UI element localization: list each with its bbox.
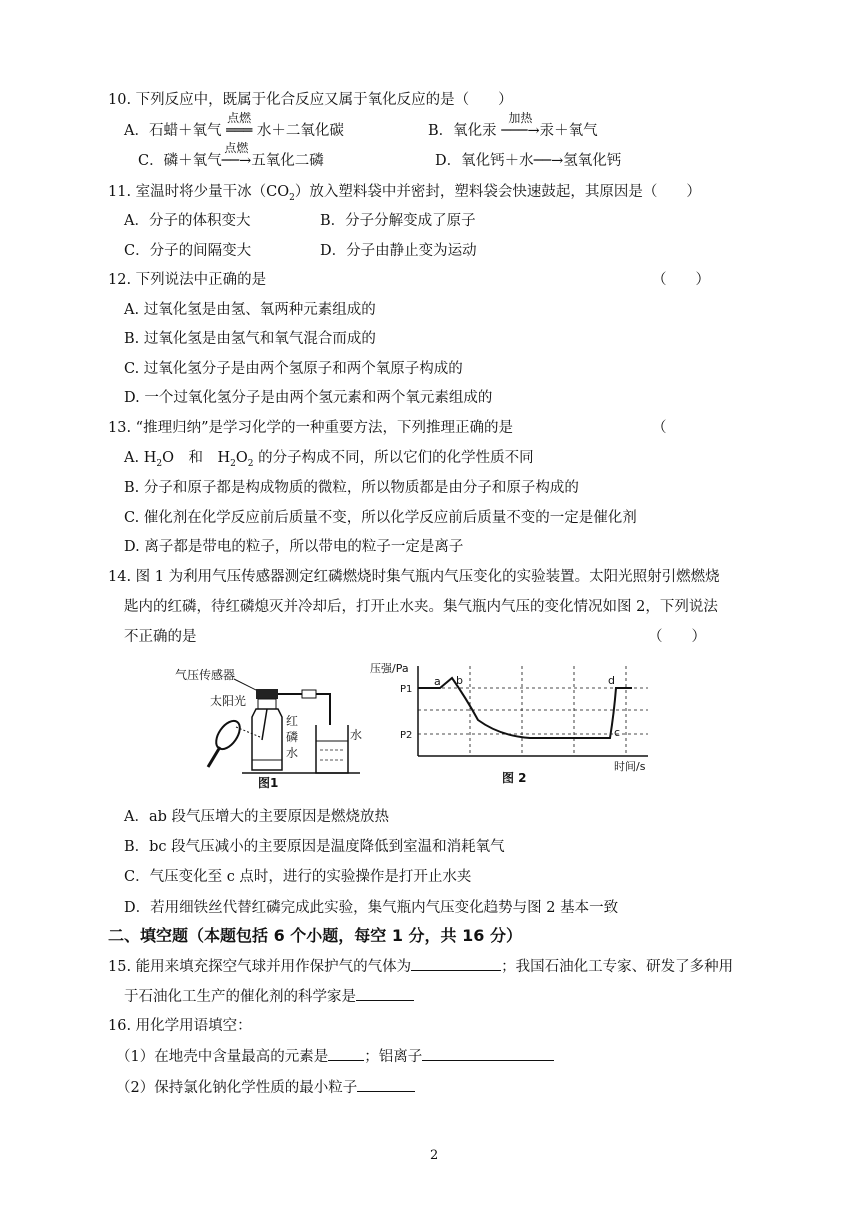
phosphorus-label: 磷 bbox=[286, 730, 299, 744]
q15-line1: 15. 能用来填充探空气球并用作保护气的气体为 ；我国石油化工专家、研发了多种用 bbox=[108, 956, 733, 977]
equals-arrow: ═══ bbox=[226, 123, 253, 139]
q14-option-b: B．bc 段气压减小的主要原因是温度降低到室温和消耗氧气 bbox=[124, 839, 505, 855]
q11-option-b: B．分子分解变成了原子 bbox=[320, 213, 476, 229]
q14-stem-line3: 不正确的是 bbox=[124, 629, 197, 645]
q15-line2: 于石油化工生产的催化剂的科学家是 bbox=[124, 986, 414, 1007]
q12-option-d: D. 一个过氧化氢分子是由两个氢元素和两个氧元素组成的 bbox=[124, 390, 493, 406]
q16-part1: （1）在地壳中含量最高的元素是 ；铝离子 bbox=[116, 1046, 554, 1067]
q11-option-c: C．分子的间隔变大 bbox=[124, 243, 252, 259]
right-arrow-icon: ──→ bbox=[221, 153, 252, 169]
point-d-label: d bbox=[608, 674, 615, 687]
red-label: 红 bbox=[286, 714, 299, 728]
reaction-condition: 点燃 ──→ bbox=[221, 141, 252, 169]
q10-option-d: D．氧化钙＋水──→氢氧化钙 bbox=[435, 153, 622, 169]
q10-option-c: C．磷＋氧气 点燃 ──→五氧化二磷 bbox=[138, 141, 324, 169]
reaction-condition: 加热 ───→ bbox=[501, 111, 540, 139]
sunlight-label: 太阳光 bbox=[210, 694, 247, 708]
q10-option-a: A．石蜡＋氧气 点燃 ═══ 水＋二氧化碳 bbox=[124, 111, 344, 139]
reaction-condition: 点燃 ═══ bbox=[226, 111, 253, 139]
y-axis-label: 压强/Pa bbox=[370, 662, 409, 675]
p2-label: P2 bbox=[400, 730, 413, 741]
x-axis-label: 时间/s bbox=[614, 760, 646, 773]
water-label-bottle: 水 bbox=[286, 746, 299, 760]
q16-part2: （2）保持氯化钠化学性质的最小粒子 bbox=[116, 1077, 415, 1098]
q11-stem: 11. 室温时将少量干冰$(CO_2)$放入塑料袋中并密封，塑料袋会快速鼓起，其原因是（ ） bbox=[108, 184, 701, 203]
right-arrow-icon: ───→ bbox=[501, 123, 540, 139]
q13-stem: 13. “推理归纳”是学习化学的一种重要方法，下列推理正确的是 bbox=[108, 420, 513, 436]
answer-blank[interactable] bbox=[422, 1046, 554, 1061]
figure-1-apparatus bbox=[170, 655, 370, 790]
q16-stem: 16. 用化学用语填空： bbox=[108, 1018, 252, 1034]
q14-stem-line1: 14. 图 1 为利用气压传感器测定红磷燃烧时集气瓶内气压变化的实验装置。太阳光照射引燃燃烧 bbox=[108, 569, 720, 585]
gas-bottle bbox=[252, 709, 282, 770]
point-c-label: c bbox=[614, 726, 621, 739]
pressure-curve bbox=[418, 678, 632, 738]
q12-answer-paren: （ ） bbox=[652, 272, 710, 288]
q13-option-d: D. 离子都是带电的粒子，所以带电的粒子一定是离子 bbox=[124, 539, 464, 555]
figure-2-pressure-chart bbox=[370, 658, 670, 788]
magnifier-handle bbox=[208, 747, 220, 767]
point-b-label: b bbox=[456, 674, 463, 687]
q11-option-d: D．分子由静止变为运动 bbox=[320, 243, 477, 259]
page-number: 2 bbox=[430, 1148, 439, 1163]
q13-answer-paren: （ bbox=[652, 420, 667, 436]
beaker bbox=[316, 725, 348, 773]
magnifier-icon bbox=[211, 717, 244, 754]
q13-option-a: A. $H_2O$ 和 $H_2O_2$ 的分子构成不同，所以它们的化学性质不同 bbox=[124, 450, 534, 469]
figure-1-caption: 图1 bbox=[258, 776, 279, 790]
q14-option-a: A．ab 段气压增大的主要原因是燃烧放热 bbox=[124, 809, 390, 825]
p1-label: P1 bbox=[400, 684, 413, 695]
answer-blank[interactable] bbox=[356, 986, 414, 1001]
stopper bbox=[258, 699, 276, 709]
q14-option-c: C．气压变化至 c 点时，进行的实验操作是打开止水夹 bbox=[124, 869, 472, 885]
q14-option-d: D．若用细铁丝代替红磷完成此实验，集气瓶内气压变化趋势与图 2 基本一致 bbox=[124, 900, 619, 916]
q11-option-a: A．分子的体积变大 bbox=[124, 213, 251, 229]
right-arrow-icon: ──→ bbox=[533, 153, 564, 169]
q10-option-b: B．氧化汞 加热 ───→汞＋氧气 bbox=[428, 111, 598, 139]
answer-blank[interactable] bbox=[328, 1046, 364, 1061]
answer-blank[interactable] bbox=[411, 956, 501, 971]
q14-answer-paren: （ ） bbox=[648, 629, 706, 645]
q13-option-c: C. 催化剂在化学反应前后质量不变，所以化学反应前后质量不变的一定是催化剂 bbox=[124, 510, 637, 526]
water-label-beaker: 水 bbox=[350, 728, 363, 742]
q10-stem: 10. 下列反应中，既属于化合反应又属于氧化反应的是（ ） bbox=[108, 92, 513, 108]
q12-option-c: C. 过氧化氢分子是由两个氢原子和两个氧原子构成的 bbox=[124, 361, 463, 377]
q12-option-a: A. 过氧化氢是由氢、氧两种元素组成的 bbox=[124, 302, 376, 318]
sensor-label: 气压传感器 bbox=[175, 668, 236, 682]
q12-stem: 12. 下列说法中正确的是 bbox=[108, 272, 267, 288]
q13-option-b: B. 分子和原子都是构成物质的微粒，所以物质都是由分子和原子构成的 bbox=[124, 480, 579, 496]
figure-2-caption: 图 2 bbox=[502, 771, 527, 785]
answer-blank[interactable] bbox=[357, 1077, 415, 1092]
point-a-label: a bbox=[434, 675, 441, 688]
q14-stem-line2: 匙内的红磷，待红磷熄灭并冷却后，打开止水夹。集气瓶内气压的变化情况如图 2，下列说法 bbox=[124, 599, 718, 615]
clamp-icon bbox=[302, 690, 316, 698]
q12-option-b: B. 过氧化氢是由氢气和氧气混合而成的 bbox=[124, 331, 376, 347]
section-2-heading: 二、填空题（本题包括 6 个小题，每空 1 分，共 16 分） bbox=[108, 926, 522, 945]
pressure-sensor-icon bbox=[256, 689, 278, 699]
